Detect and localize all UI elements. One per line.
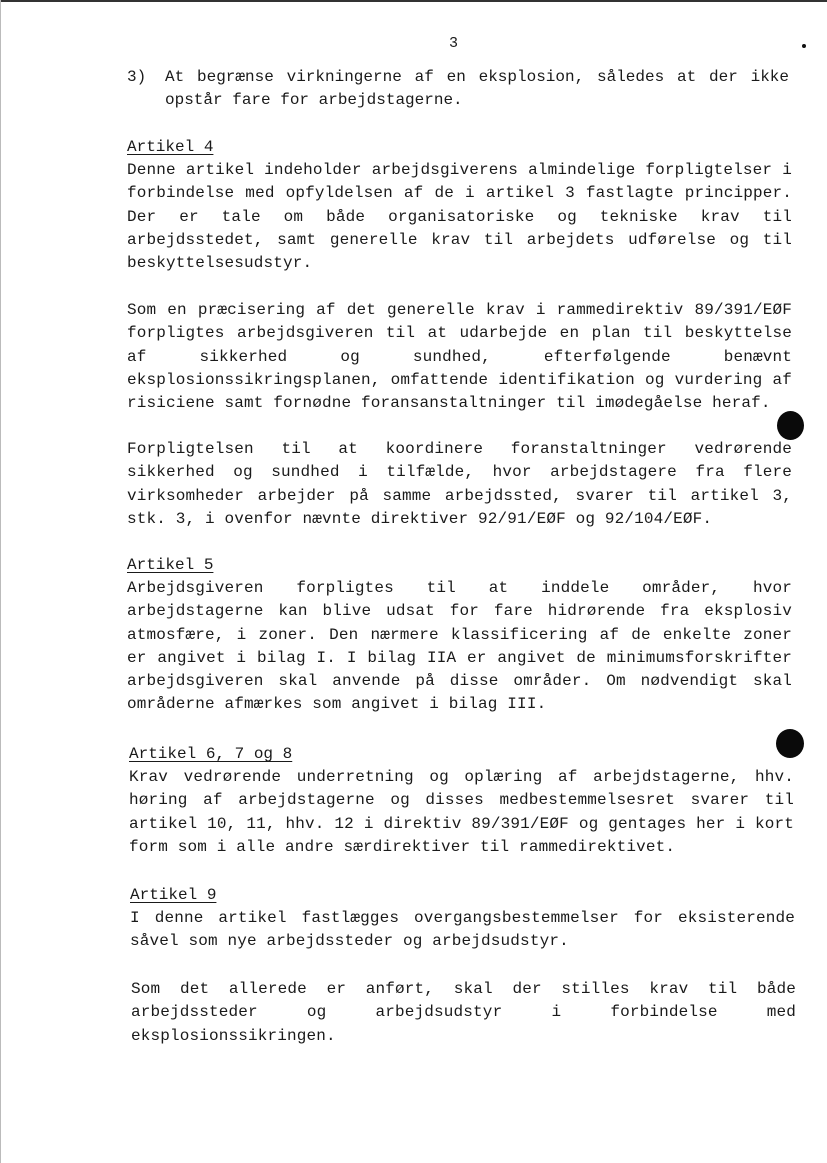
artikel-6-7-8-heading: Artikel 6, 7 og 8 [129, 745, 293, 763]
page-number: 3 [449, 35, 459, 52]
artikel-5-heading: Artikel 5 [127, 556, 214, 574]
artikel-4-paragraph-3: Forpligtelsen til at koordinere foranstaltninger vedrørende sikkerhed og sundhed i tilfælde, hvor arbejdstagere fra flere virksomheder arbejder på samme arbejdssted, svarer til artikel 3, stk. 3, i ovenfor nævnte direktiver 92/91/EØF og 92/104/EØF. [127, 440, 792, 528]
artikel-9-heading: Artikel 9 [130, 886, 217, 904]
punch-hole-mark [776, 729, 804, 758]
item-3-text: At begrænse virkningerne af en eksplosion, således at der ikke opstår fare for arbejdstagerne. [165, 68, 789, 110]
artikel-6-7-8-paragraph-1: Krav vedrørende underretning og oplæring af arbejdstagerne, hhv. høring af arbejdstagerne og disses medbestemmelsesret svarer til artikel 10, 11, hhv. 12 i direktiv 89/391/EØF og gentages her i kort form som i alle andre særdirektiver til rammedirektivet. [129, 768, 794, 856]
artikel-4-paragraph-1: Denne artikel indeholder arbejdsgiverens almindelige forpligtelser i forbindelse med opfyldelsen af de i artikel 3 fastlagte principper. Der er tale om både organisatoriske og tekniske krav til arbejdsstedet, samt generelle krav til arbejdets udførelse og til beskyttelsesudstyr. [127, 161, 792, 273]
artikel-5-paragraph-1: Arbejdsgiveren forpligtes til at inddele områder, hvor arbejdstagerne kan blive udsat for fare hidrørende fra eksplosiv atmosfære, i zoner. Den nærmere klassificering af de enkelte zoner er angivet i bilag I. I bilag IIA er angivet de minimumsforskrifter arbejdsgiveren skal anvende på disse områder. Om nødvendigt skal områderne afmærkes som angivet i bilag III. [127, 579, 792, 714]
item-3-marker: 3) [127, 68, 147, 86]
artikel-9-paragraph-2: Som det allerede er anført, skal der stilles krav til både arbejdssteder og arbejdsudstyr i forbindelse med eksplosionssikringen. [131, 980, 796, 1045]
artikel-4-paragraph-2: Som en præcisering af det generelle krav i rammedirektiv 89/391/EØF forpligtes arbejdsgiveren til at udarbejde en plan til beskyttelse af sikkerhed og sundhed, efterfølgende benævnt eksplosionssikringsplanen, omfattende identifikation og vurdering af risiciene samt fornødne foransanstaltninger til imødegåelse heraf. [127, 301, 792, 413]
punch-hole-mark [777, 411, 804, 440]
artikel-4-heading: Artikel 4 [127, 138, 214, 156]
left-scan-edge [0, 0, 1, 1163]
scan-speck [802, 44, 806, 48]
top-scan-edge [0, 0, 827, 2]
artikel-9-paragraph-1: I denne artikel fastlægges overgangsbestemmelser for eksisterende såvel som nye arbejdssteder og arbejdsudstyr. [130, 909, 795, 951]
